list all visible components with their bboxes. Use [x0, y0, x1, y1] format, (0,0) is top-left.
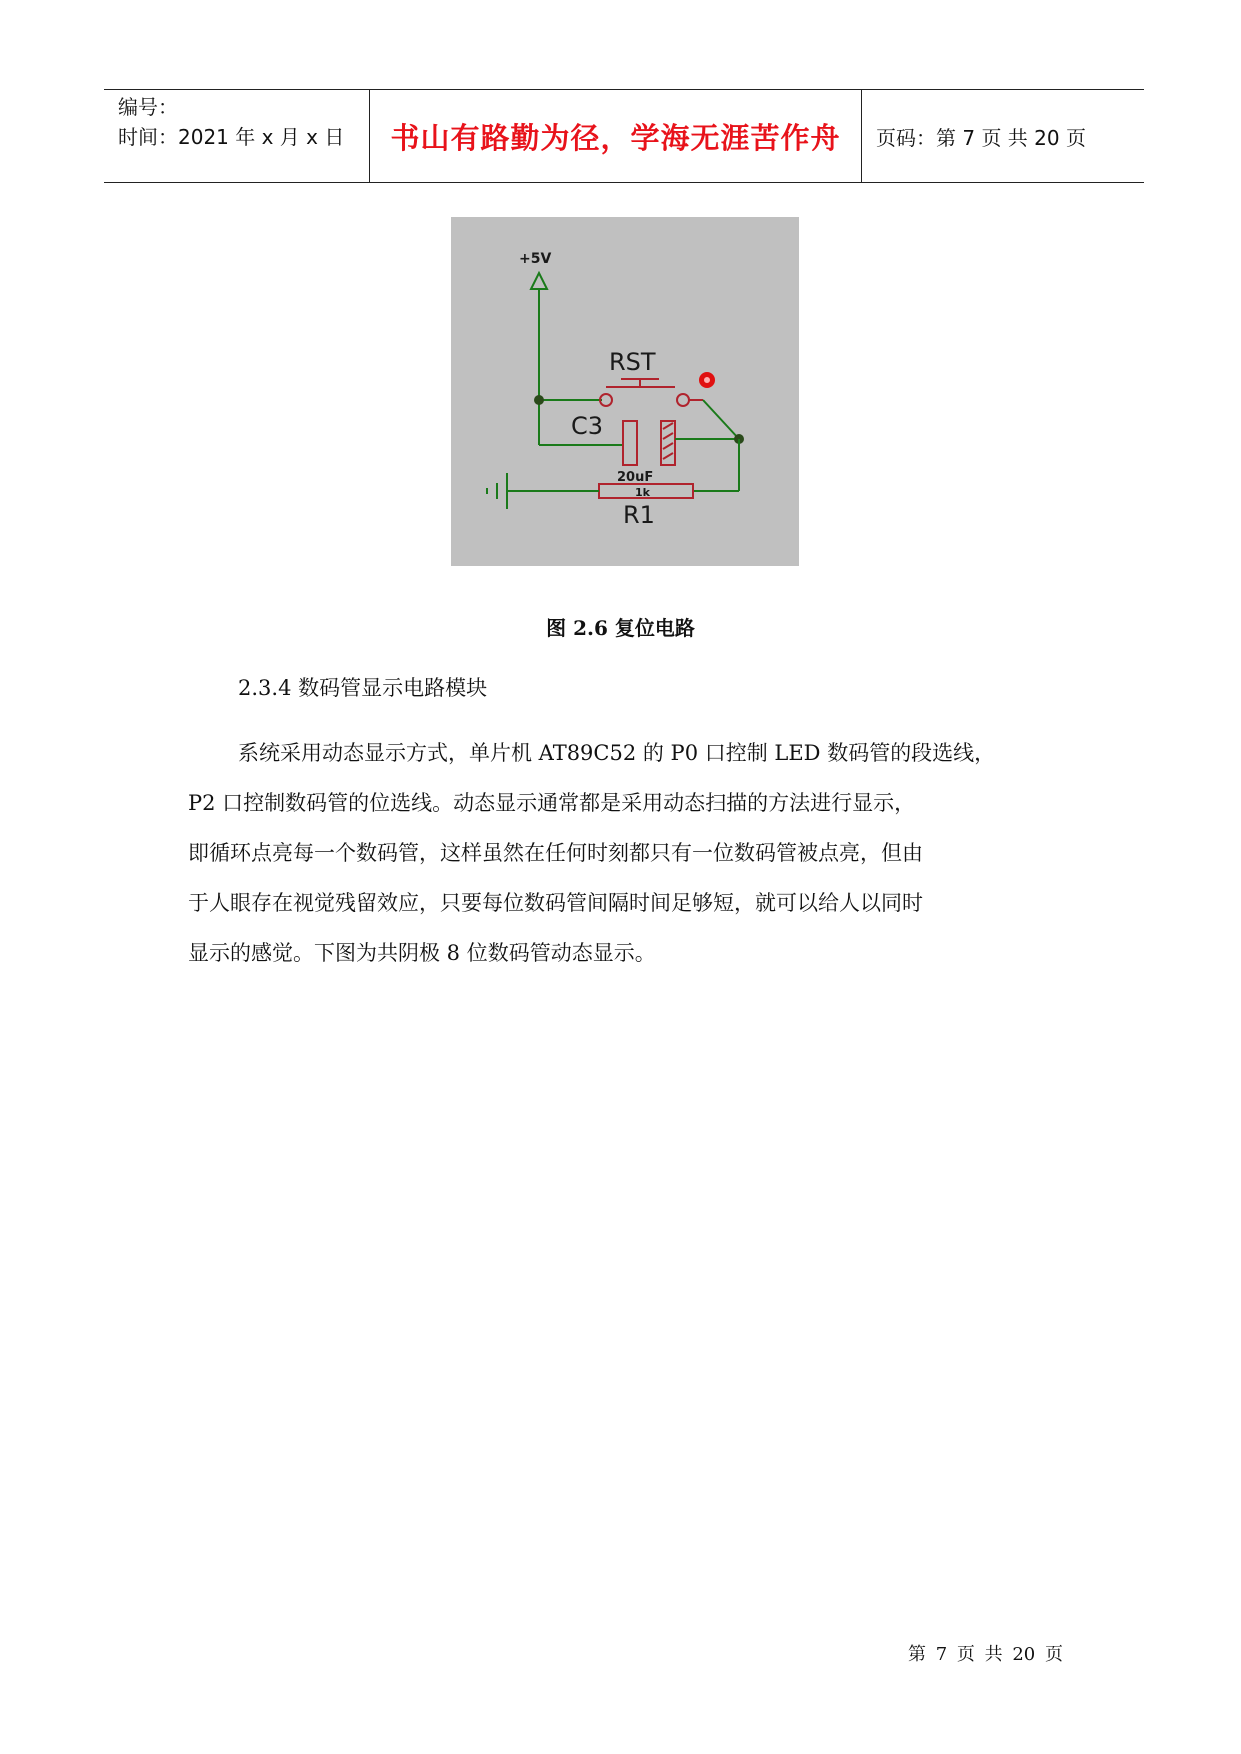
reset-circuit-schematic: [451, 217, 799, 566]
header-left-cell: [104, 90, 370, 182]
paragraph-line: 系统采用动态显示方式，单片机 AT89C52 的 P0 口控制 LED 数码管的段选线，: [238, 741, 996, 765]
page-footer: 第 7 页 共 20 页: [908, 1644, 1063, 1665]
capacitor-plate-left: [623, 421, 637, 465]
capacitor-value-label: 20uF: [617, 470, 654, 485]
paragraph-line: 显示的感觉。下图为共阴极 8 位数码管动态显示。: [188, 941, 656, 965]
resistor-label: R1: [623, 501, 655, 529]
power-label: +5V: [519, 251, 552, 267]
section-heading: 2.3.4 数码管显示电路模块: [238, 676, 488, 700]
rst-pin-dot-highlight: [704, 377, 710, 383]
switch-right-contact: [677, 394, 689, 406]
figure-caption: 图 2.6 复位电路: [546, 616, 695, 640]
paragraph-line: 于人眼存在视觉残留效应，只要每位数码管间隔时间足够短，就可以给人以同时: [188, 891, 923, 915]
resistor-value-label: 1k: [635, 486, 650, 499]
body-paragraph: [188, 728, 1068, 978]
capacitor-label: C3: [571, 412, 604, 440]
power-arrow-icon: [531, 273, 547, 289]
document-number-label: 编号：: [118, 95, 178, 119]
switch-to-node-wire: [703, 400, 739, 439]
paragraph-line: 即循环点亮每一个数码管，这样虽然在任何时刻都只有一位数码管被点亮，但由: [188, 841, 923, 865]
header-page-cell: [862, 90, 1144, 182]
header-motto-cell: [370, 90, 862, 182]
header-motto: 书山有路勤为径，学海无涯苦作舟: [390, 120, 841, 155]
reset-circuit-figure: [451, 217, 799, 566]
header-page-label: 页码：第 7 页 共 20 页: [876, 125, 1086, 150]
document-time-label: 时间：2021 年 x 月 x 日: [118, 125, 345, 149]
capacitor-polarity-hatch: [663, 423, 673, 459]
header-table: [104, 89, 1144, 183]
switch-label: RST: [609, 348, 656, 376]
paragraph-line: P2 口控制数码管的位选线。动态显示通常都是采用动态扫描的方法进行显示，: [188, 791, 916, 815]
junction-top-left: [534, 395, 544, 405]
